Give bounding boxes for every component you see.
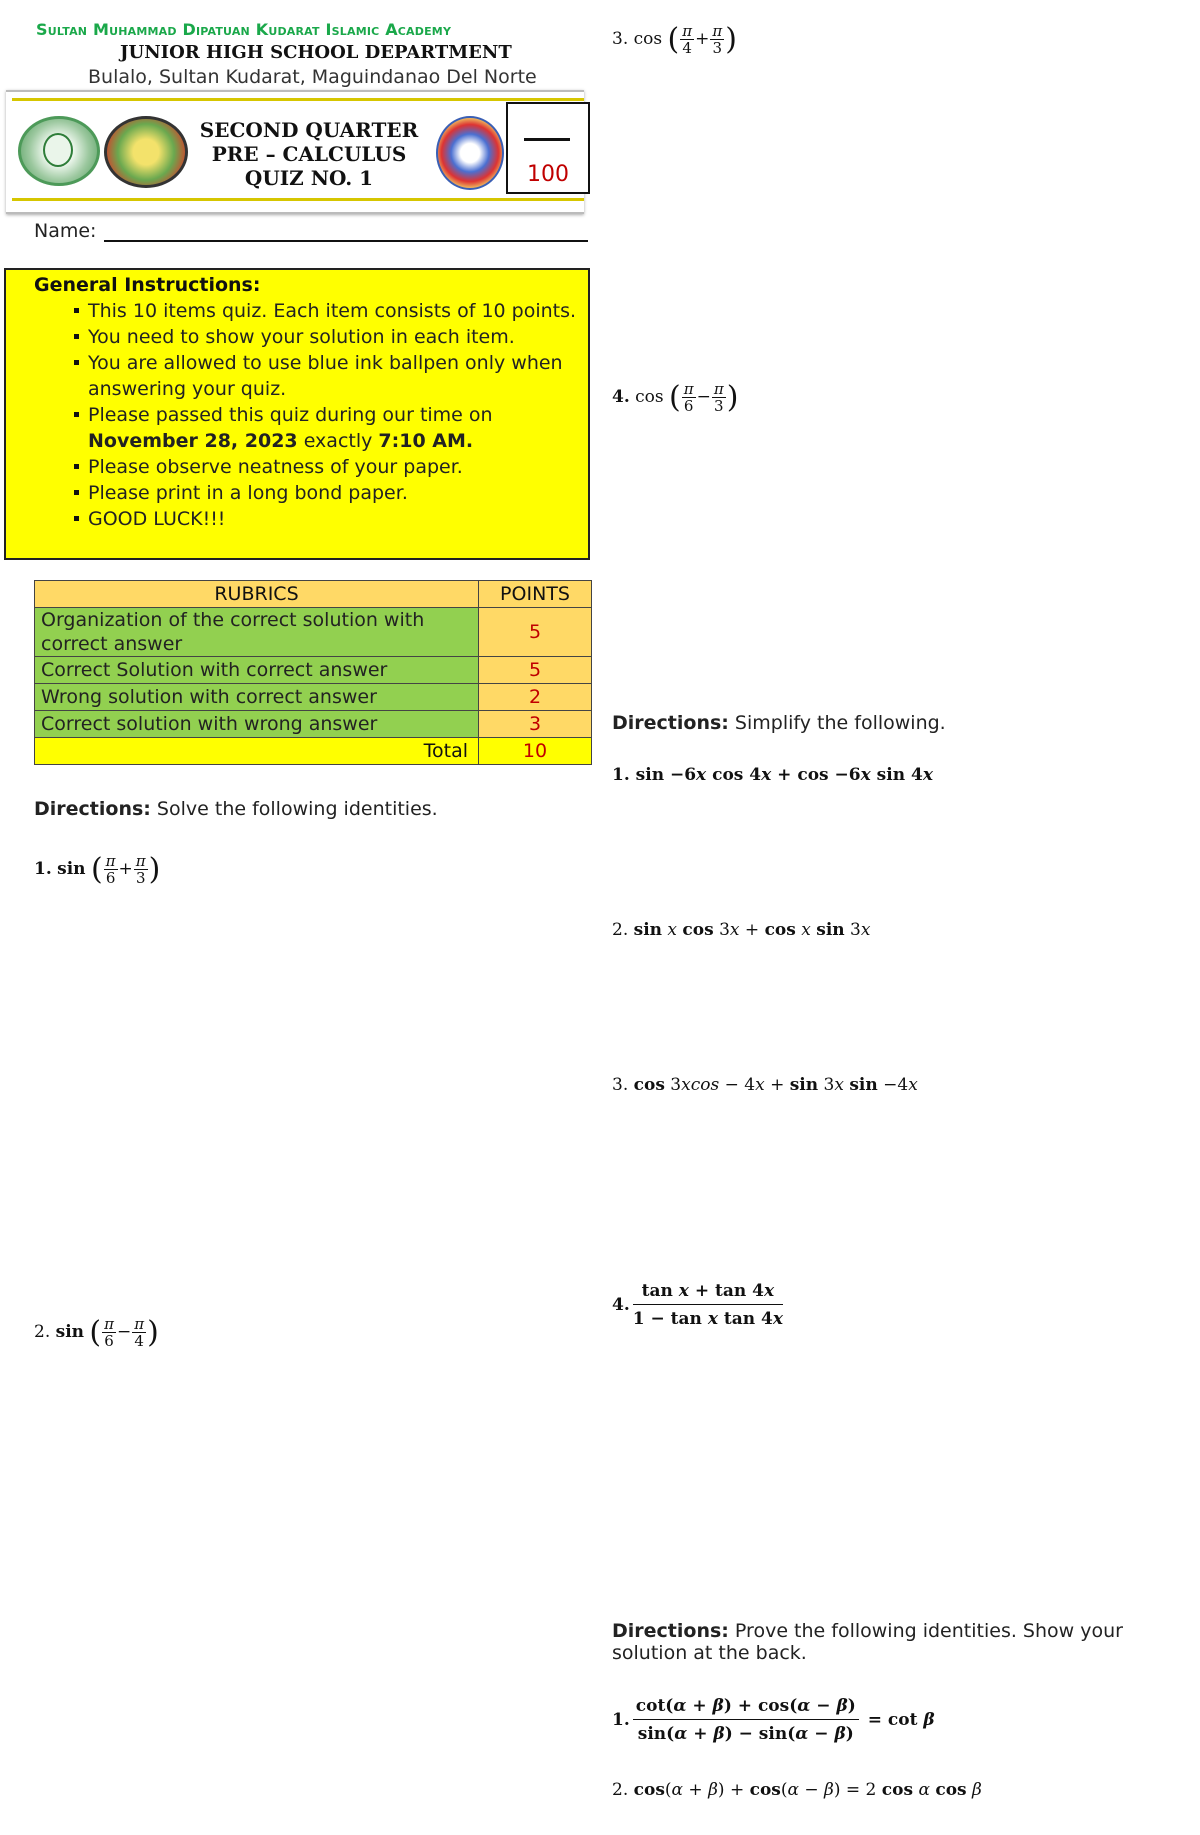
simplify-item-2: 2. sin x cos 3x + cos x sin 3x bbox=[612, 920, 871, 940]
points-column-header: POINTS bbox=[479, 581, 592, 608]
deadline-connector: exactly bbox=[297, 430, 379, 452]
directions-label: Directions: bbox=[612, 712, 729, 734]
table-row bbox=[35, 657, 592, 684]
rubric-criteria: Wrong solution with correct answer bbox=[35, 684, 479, 711]
rubric-points: 2 bbox=[479, 684, 592, 711]
school-name: Sultan Muhammad Dipatuan Kudarat Islamic Academy bbox=[36, 20, 452, 39]
prove-directions bbox=[612, 1620, 1172, 1664]
instructions-list bbox=[34, 298, 590, 532]
table-row bbox=[35, 684, 592, 711]
table-header-row bbox=[35, 581, 592, 608]
instruction-item: You need to show your solution in each item. bbox=[34, 324, 590, 350]
rubric-points: 5 bbox=[479, 657, 592, 684]
name-blank-line bbox=[104, 240, 588, 242]
instruction-item: Please observe neatness of your paper. bbox=[34, 454, 590, 480]
rubric-points: 3 bbox=[479, 711, 592, 738]
deped-seal-logo bbox=[436, 116, 504, 190]
deadline-date: November 28, 2023 bbox=[88, 430, 298, 452]
directions-label: Directions: bbox=[612, 1620, 729, 1642]
score-blank-line bbox=[524, 138, 570, 141]
rubrics-table bbox=[34, 580, 592, 765]
directions-text: Solve the following identities. bbox=[150, 798, 438, 820]
quiz-title bbox=[184, 118, 434, 190]
simplify-item-3: 3. cos 3xcos − 4x + sin 3x sin −4x bbox=[612, 1075, 918, 1095]
rubric-criteria: Correct solution with wrong answer bbox=[35, 711, 479, 738]
academy-seal-logo bbox=[104, 116, 188, 188]
instruction-item bbox=[34, 402, 590, 454]
general-instructions-box bbox=[4, 268, 590, 560]
quiz-banner bbox=[6, 90, 584, 210]
rubrics-column-header: RUBRICS bbox=[35, 581, 479, 608]
score-box bbox=[506, 102, 590, 194]
instruction-item: GOOD LUCK!!! bbox=[34, 506, 590, 532]
solve-item-1: 1. sin ( $\frac{\pi}{6}$ + $\frac{\pi}{3}$ ) bbox=[34, 852, 161, 887]
instruction-item: Please print in a long bond paper. bbox=[34, 480, 590, 506]
department-title: JUNIOR HIGH SCHOOL DEPARTMENT bbox=[120, 42, 512, 63]
instruction-text: Please passed this quiz during our time on bbox=[88, 404, 493, 426]
solve-item-2: 2. sin ( $\frac{\pi}{6}$ − $\frac{\pi}{4}$ ) bbox=[34, 1315, 159, 1350]
prove-item-1: 1. $\frac{\cot(\alpha + \beta) + \cos(\alpha - \beta)}{\sin(\alpha + \beta) - \sin(\alpha - \beta)}$ = cot β bbox=[612, 1693, 935, 1748]
rubric-criteria: Organization of the correct solution with correct answer bbox=[35, 608, 479, 657]
directions-label: Directions: bbox=[34, 798, 151, 820]
instructions-heading: General Instructions: bbox=[34, 274, 261, 296]
score-total: 100 bbox=[527, 162, 569, 187]
prove-item-2: 2. cos(α + β) + cos(α − β) = 2 cos α cos β bbox=[612, 1780, 982, 1800]
solve-directions bbox=[34, 798, 438, 820]
solve-item-3: 3. cos ( $\frac{\pi}{4}$ + $\frac{\pi}{3}$ ) bbox=[612, 22, 737, 57]
quiz-title-number: QUIZ NO. 1 bbox=[244, 166, 374, 190]
school-seal-logo bbox=[18, 116, 100, 186]
quiz-title-subject: PRE – CALCULUS bbox=[211, 142, 407, 166]
directions-text: Prove the following identities. Show your solution at the back. bbox=[612, 1620, 1123, 1664]
quiz-title-quarter: SECOND QUARTER bbox=[199, 118, 419, 142]
directions-text: Simplify the following. bbox=[728, 712, 946, 734]
instruction-item: You are allowed to use blue ink ballpen only when answering your quiz. bbox=[34, 350, 590, 402]
table-row bbox=[35, 711, 592, 738]
rubric-criteria: Correct Solution with correct answer bbox=[35, 657, 479, 684]
school-address: Bulalo, Sultan Kudarat, Maguindanao Del Norte bbox=[88, 66, 537, 88]
rubric-points: 5 bbox=[479, 608, 592, 657]
solve-item-4: 4. cos ( $\frac{\pi}{6}$ − $\frac{\pi}{3}$ ) bbox=[612, 380, 739, 415]
simplify-directions bbox=[612, 712, 946, 734]
instruction-item: This 10 items quiz. Each item consists of 10 points. bbox=[34, 298, 590, 324]
total-label: Total bbox=[35, 738, 479, 765]
name-label: Name: bbox=[34, 220, 97, 242]
total-value: 10 bbox=[479, 738, 592, 765]
deadline-time: 7:10 AM. bbox=[378, 430, 474, 452]
table-row bbox=[35, 608, 592, 657]
simplify-item-1: 1. sin −6x cos 4x + cos −6x sin 4x bbox=[612, 765, 933, 785]
total-row bbox=[35, 738, 592, 765]
simplify-item-4: 4. $\frac{\text{tan x + tan 4x}}{\text{1 − tan x tan 4x}}$ bbox=[612, 1278, 786, 1333]
